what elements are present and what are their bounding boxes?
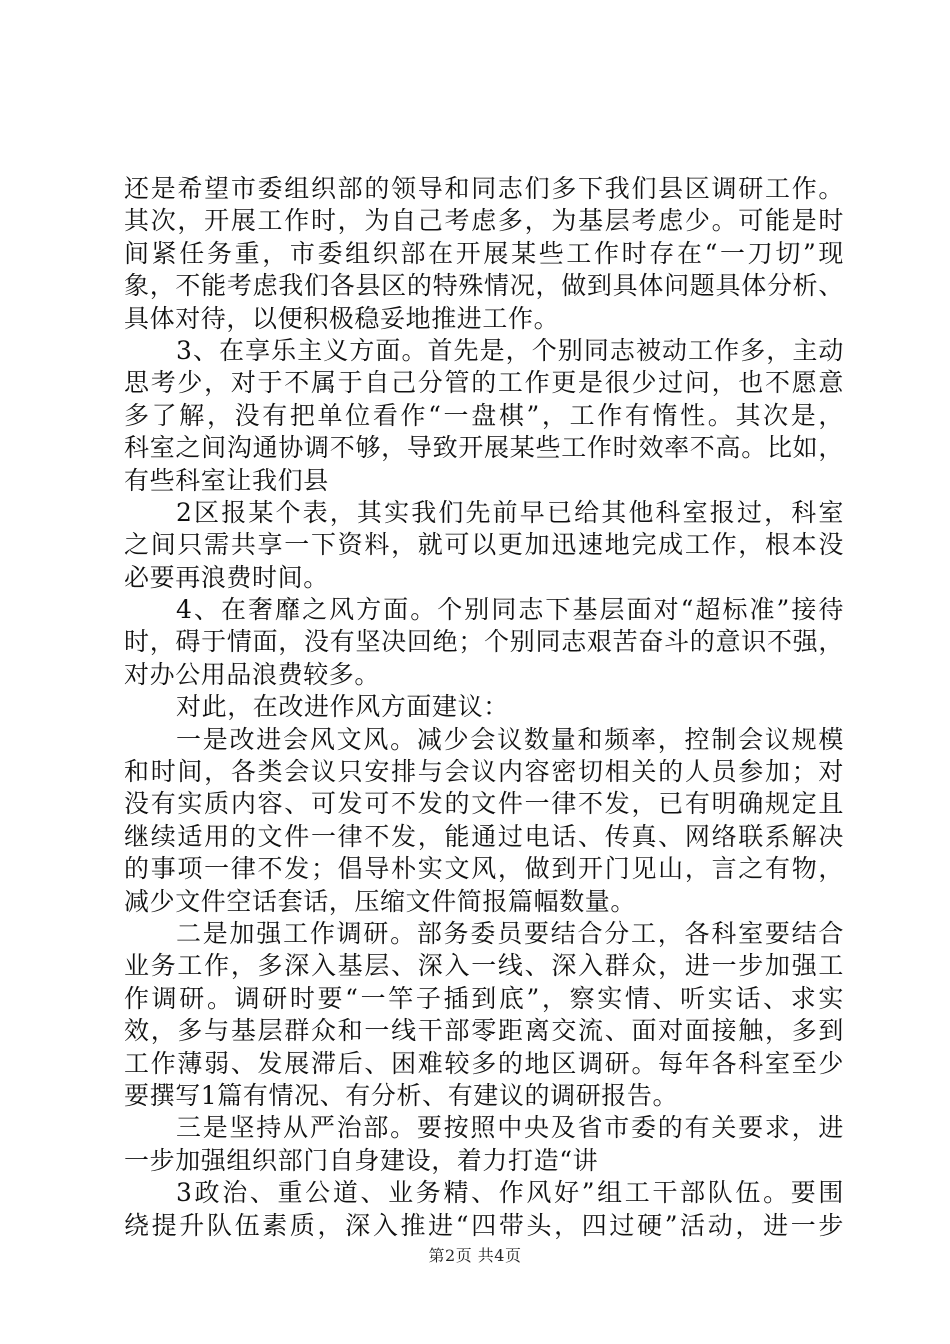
- text-line: 三是坚持从严治部。要按照中央及省市委的有关要求，进: [176, 1113, 844, 1143]
- text-line: 之间只需共享一下资料，就可以更加迅速地完成工作，根本没: [124, 530, 844, 560]
- text-line: 没有实质内容、可发可不发的文件一律不发，已有明确规定且: [124, 789, 844, 819]
- text-line: 二是加强工作调研。部务委员要结合分工，各科室要结合: [176, 918, 844, 948]
- document-body: [124, 173, 844, 1242]
- text-line: 工作薄弱、发展滞后、困难较多的地区调研。每年各科室至少: [124, 1048, 844, 1078]
- page-number-footer: 第2页 共4页: [428, 1246, 522, 1265]
- text-line: 间紧任务重，市委组织部在开展某些工作时存在“一刀切”现: [124, 238, 844, 268]
- text-line: 还是希望市委组织部的领导和同志们多下我们县区调研工作。: [124, 174, 844, 203]
- text-line: 对办公用品浪费较多。: [124, 659, 381, 689]
- text-line: 具体对待，以便积极稳妥地推进工作。: [124, 303, 560, 333]
- text-line: 效，多与基层群众和一线干部零距离交流、面对面接触，多到: [124, 1016, 844, 1046]
- text-line: 有些科室让我们县: [124, 465, 329, 495]
- text-line: 2区报某个表，其实我们先前早已给其他科室报过，科室: [176, 497, 844, 527]
- text-line: 继续适用的文件一律不发，能通过电话、传真、网络联系解决: [124, 821, 844, 851]
- text-line: 3、在享乐主义方面。首先是，个别同志被动工作多，主动: [176, 335, 844, 365]
- text-line: 业务工作，多深入基层、深入一线、深入群众，进一步加强工: [124, 951, 844, 981]
- text-line: 和时间，各类会议只安排与会议内容密切相关的人员参加；对: [124, 757, 844, 787]
- text-line: 一是改进会风文风。减少会议数量和频率，控制会议规模: [176, 724, 844, 754]
- text-line: 4、在奢靡之风方面。个别同志下基层面对“超标准”接待: [176, 595, 844, 625]
- text-line: 减少文件空话套话，压缩文件简报篇幅数量。: [124, 886, 637, 916]
- text-line: 时，碍于情面，没有坚决回绝；个别同志艰苦奋斗的意识不强，: [124, 627, 844, 657]
- text-line: 其次，开展工作时，为自己考虑多，为基层考虑少。可能是时: [124, 206, 844, 236]
- text-line: 绕提升队伍素质，深入推进“四带头，四过硬”活动，进一步: [124, 1210, 844, 1240]
- text-line: 象，不能考虑我们各县区的特殊情况，做到具体问题具体分析、: [124, 271, 844, 301]
- text-line: 作调研。调研时要“一竿子插到底”，察实情、听实话、求实: [124, 983, 844, 1013]
- text-line: 多了解，没有把单位看作“一盘棋”，工作有惰性。其次是，: [124, 400, 844, 430]
- text-line: 思考少，对于不属于自己分管的工作更是很少过问，也不愿意: [124, 368, 844, 398]
- text-line: 的事项一律不发；倡导朴实文风，做到开门见山，言之有物，: [124, 854, 844, 884]
- text-line: 3政治、重公道、业务精、作风好”组工干部队伍。要围: [176, 1178, 844, 1208]
- text-line: 科室之间沟通协调不够，导致开展某些工作时效率不高。比如，: [124, 433, 844, 463]
- text-line: 要撰写1篇有情况、有分析、有建议的调研报告。: [124, 1080, 679, 1110]
- text-line: 必要再浪费时间。: [124, 562, 329, 592]
- text-line: 一步加强组织部门自身建设，着力打造“讲: [124, 1145, 599, 1175]
- text-line: 对此，在改进作风方面建议：: [176, 692, 509, 722]
